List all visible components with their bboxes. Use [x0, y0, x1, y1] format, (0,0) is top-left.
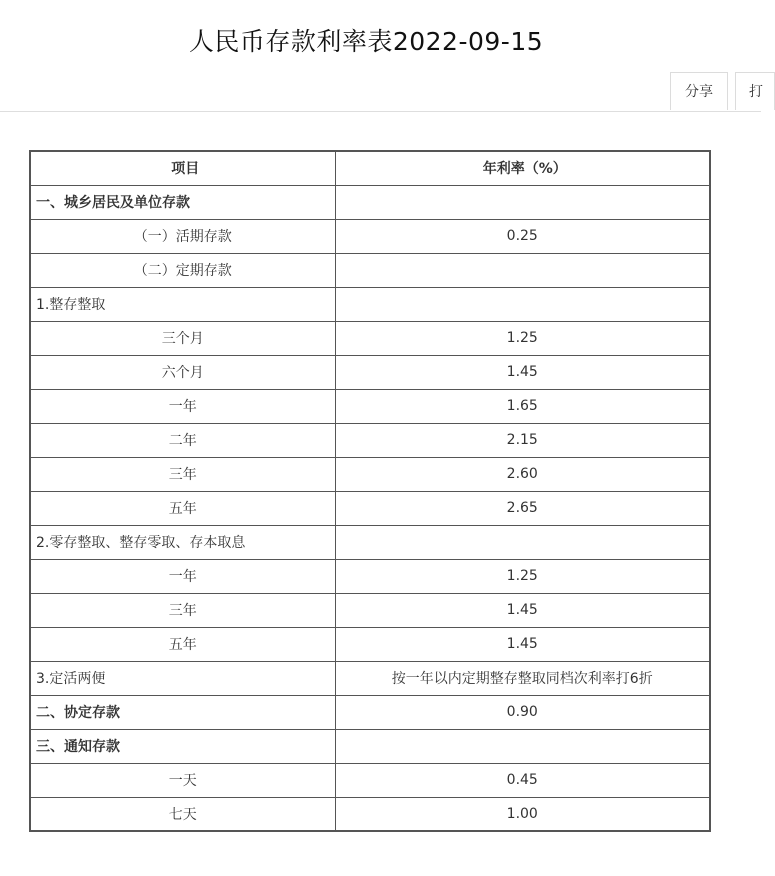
row-rate: 1.45 — [335, 355, 710, 389]
header-rate: 年利率（%） — [335, 151, 710, 185]
table-row — [30, 287, 710, 321]
table-row — [30, 491, 710, 525]
row-item: 三、通知存款 — [30, 729, 335, 763]
table-row — [30, 525, 710, 559]
row-rate: 0.45 — [335, 763, 710, 797]
row-rate: 0.25 — [335, 219, 710, 253]
header-item: 项目 — [30, 151, 335, 185]
table-row — [30, 185, 710, 219]
row-rate: 1.00 — [335, 797, 710, 831]
toolbar — [0, 72, 761, 112]
row-item: 3.定活两便 — [30, 661, 335, 695]
row-item: （二）定期存款 — [30, 253, 335, 287]
table-row — [30, 321, 710, 355]
row-rate — [335, 253, 710, 287]
row-rate: 按一年以内定期整存整取同档次利率打6折 — [335, 661, 710, 695]
row-item: 七天 — [30, 797, 335, 831]
row-rate: 2.65 — [335, 491, 710, 525]
table-row — [30, 423, 710, 457]
table-row — [30, 219, 710, 253]
row-item: 六个月 — [30, 355, 335, 389]
row-rate — [335, 729, 710, 763]
table-row — [30, 661, 710, 695]
table-row — [30, 729, 710, 763]
row-item: 1.整存整取 — [30, 287, 335, 321]
row-item: 一年 — [30, 559, 335, 593]
table-row — [30, 389, 710, 423]
row-item: 三个月 — [30, 321, 335, 355]
table-row — [30, 559, 710, 593]
page-title: 人民币存款利率表2022-09-15 — [188, 27, 544, 56]
row-item: 2.零存整取、整存零取、存本取息 — [30, 525, 335, 559]
row-rate: 0.90 — [335, 695, 710, 729]
row-rate: 1.45 — [335, 593, 710, 627]
row-item: 一天 — [30, 763, 335, 797]
row-item: 一、城乡居民及单位存款 — [30, 185, 335, 219]
table-row — [30, 593, 710, 627]
share-button[interactable]: 分享 — [670, 72, 728, 110]
row-rate — [335, 185, 710, 219]
table-row — [30, 253, 710, 287]
row-rate — [335, 287, 710, 321]
print-button[interactable]: 打 — [735, 72, 775, 110]
deposit-rate-table — [29, 150, 711, 832]
row-rate — [335, 525, 710, 559]
row-item: 三年 — [30, 457, 335, 491]
row-rate: 2.15 — [335, 423, 710, 457]
table-row — [30, 695, 710, 729]
row-rate: 1.45 — [335, 627, 710, 661]
row-rate: 1.25 — [335, 559, 710, 593]
row-rate: 1.25 — [335, 321, 710, 355]
table-row — [30, 763, 710, 797]
row-rate: 2.60 — [335, 457, 710, 491]
row-item: 二、协定存款 — [30, 695, 335, 729]
row-item: 五年 — [30, 627, 335, 661]
table-row — [30, 457, 710, 491]
row-item: 五年 — [30, 491, 335, 525]
table-row — [30, 627, 710, 661]
row-rate: 1.65 — [335, 389, 710, 423]
row-item: 三年 — [30, 593, 335, 627]
table-row — [30, 355, 710, 389]
row-item: 二年 — [30, 423, 335, 457]
table-header-row — [30, 151, 710, 185]
row-item: 一年 — [30, 389, 335, 423]
row-item: （一）活期存款 — [30, 219, 335, 253]
table-row — [30, 797, 710, 831]
